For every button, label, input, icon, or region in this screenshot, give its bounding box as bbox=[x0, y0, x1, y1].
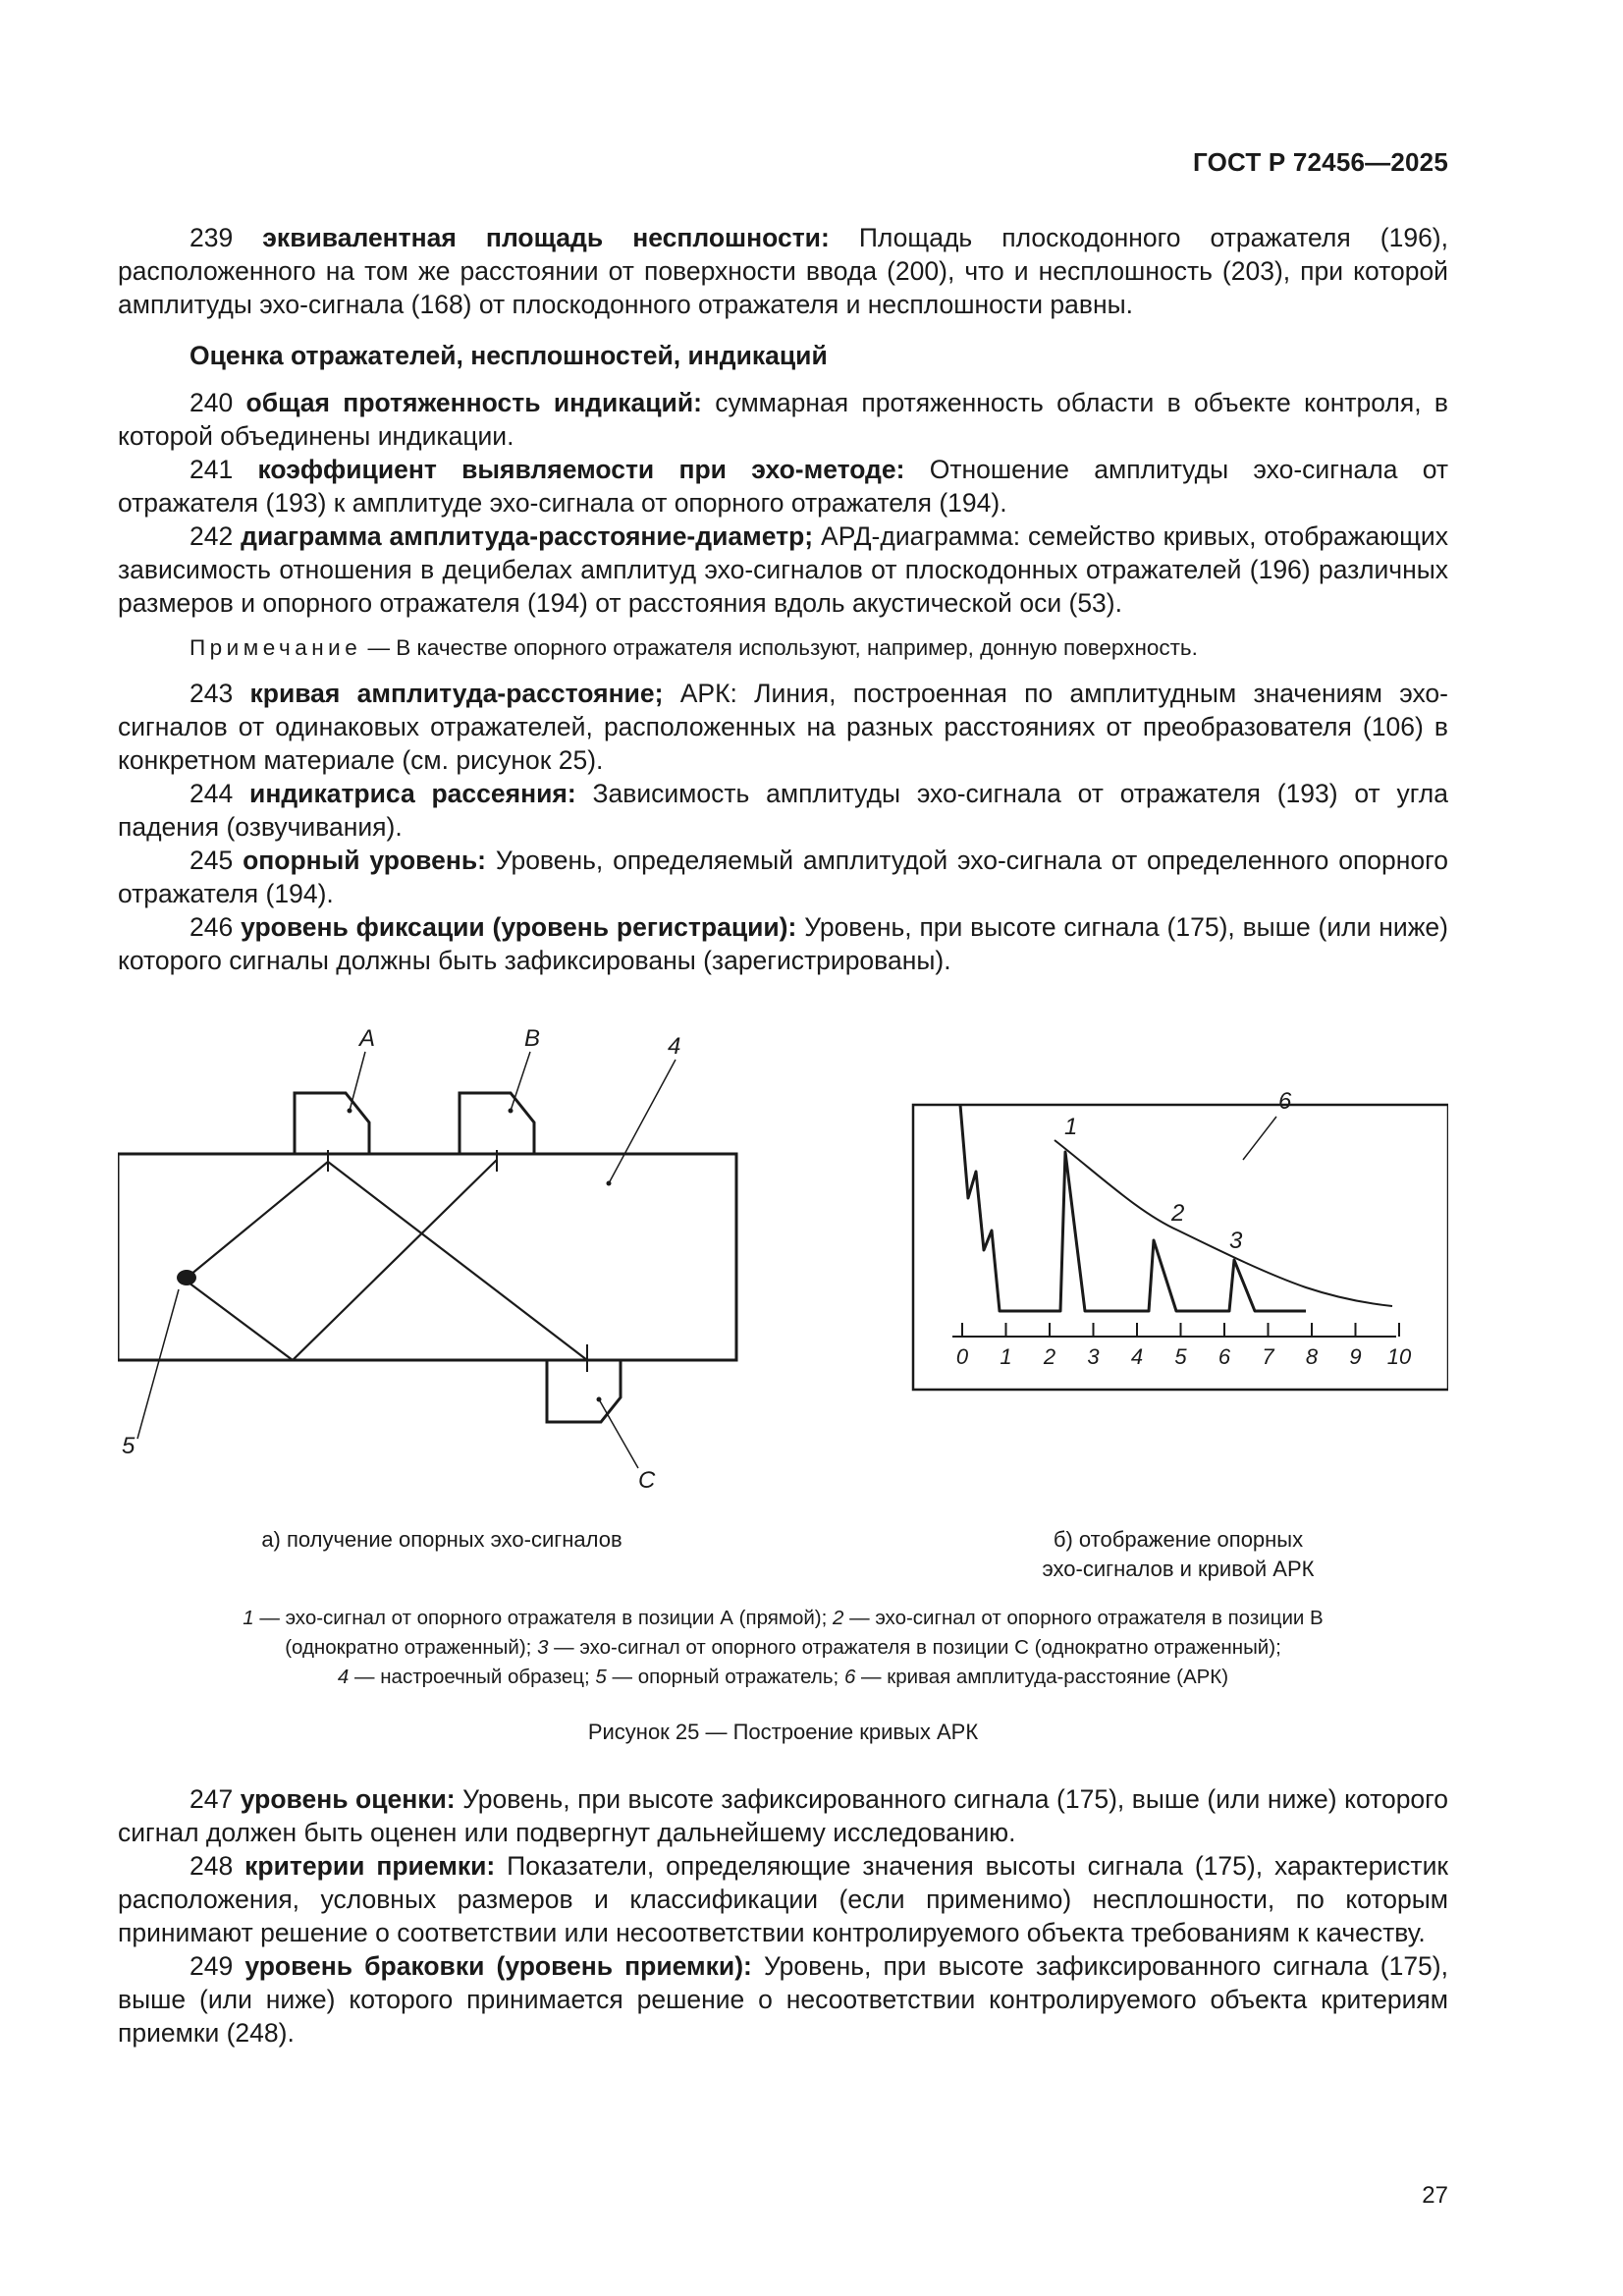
term-number: 249 bbox=[189, 1951, 234, 1981]
dot-c bbox=[597, 1397, 602, 1402]
term-number: 247 bbox=[189, 1784, 234, 1814]
figure-drawing bbox=[118, 1007, 1448, 1557]
legend-text-1: — эхо-сигнал от опорного отражателя в позиции А (прямой); bbox=[253, 1607, 834, 1629]
definition: Уровень, при высоте сигнала (175), выше (или ниже) которого сигналы должны быть зафиксированы (зарегистрированы). bbox=[118, 912, 1448, 975]
label-4: 4 bbox=[668, 1033, 681, 1060]
caption-b-line2: эхо-сигналов и кривой АРК bbox=[1042, 1557, 1315, 1581]
section-heading: Оценка отражателей, несплошностей, индикаций bbox=[189, 341, 828, 370]
legend-line-1 bbox=[118, 1604, 1448, 1633]
paragraph-240 bbox=[118, 386, 1448, 453]
paragraph-249 bbox=[118, 1949, 1448, 2050]
axis-tick-labels bbox=[956, 1344, 1412, 1369]
axis-tick-label-8: 8 bbox=[1305, 1344, 1319, 1369]
legend-key-5: 5 bbox=[595, 1666, 607, 1688]
axis-tick-label-1: 1 bbox=[1000, 1344, 1012, 1369]
definition: Площадь плоскодонного отражателя (196), расположенного на том же расстоянии от поверхности ввода (200), что и несплошность (203), при которой амплитуды эхо-сигнала (168) от плоскодонного отражателя и несплошности равны. bbox=[118, 223, 1448, 319]
label-6: 6 bbox=[1278, 1088, 1292, 1115]
leader-6 bbox=[1243, 1117, 1276, 1160]
axis-tick-label-0: 0 bbox=[955, 1344, 969, 1369]
legend-key-3: 3 bbox=[537, 1636, 549, 1659]
legend-key-4: 4 bbox=[337, 1666, 350, 1688]
term: коэффициент выявляемости при эхо-методе: bbox=[257, 455, 905, 484]
term-number: 245 bbox=[189, 846, 234, 875]
beam-path-c bbox=[328, 1162, 587, 1360]
caption-b-line1: б) отображение опорных bbox=[1053, 1527, 1304, 1552]
definition: Уровень, определяемый амплитудой эхо-сигнала от определенного опорного отражателя (194). bbox=[118, 846, 1448, 908]
leader-c bbox=[599, 1399, 638, 1468]
term-number: 241 bbox=[189, 455, 234, 484]
figure-25 bbox=[118, 1007, 1448, 1581]
figure-title: Рисунок 25 — Построение кривых АРК bbox=[587, 1720, 979, 1744]
term: уровень оценки: bbox=[240, 1784, 456, 1814]
label-b: B bbox=[524, 1025, 541, 1052]
legend-text-6: — кривая амплитуда-расстояние (АРК) bbox=[855, 1666, 1229, 1688]
note bbox=[118, 633, 1448, 663]
legend-key-1: 1 bbox=[243, 1607, 254, 1629]
ascan-dac-diagram bbox=[913, 1088, 1448, 1390]
label-2: 2 bbox=[1171, 1200, 1185, 1227]
paragraph-246 bbox=[118, 910, 1448, 977]
definition: Отношение амплитуды эхо-сигнала от отражателя (193) к амплитуде эхо-сигнала от опорного отражателя (194). bbox=[118, 455, 1448, 518]
paragraph-245 bbox=[118, 844, 1448, 910]
term-number: 244 bbox=[189, 779, 234, 808]
term-number: 243 bbox=[189, 679, 234, 708]
leader-b bbox=[511, 1052, 530, 1111]
term-number: 246 bbox=[189, 912, 234, 942]
term-number: 239 bbox=[189, 223, 234, 252]
term-number: 240 bbox=[189, 388, 234, 417]
definition: Уровень, при высоте зафиксированного сигнала (175), выше (или ниже) которого сигнал должен быть оценен или подвергнут дальнейшему исследованию. bbox=[118, 1784, 1448, 1847]
definition: Зависимость амплитуды эхо-сигнала от отражателя (193) от угла падения (озвучивания). bbox=[118, 779, 1448, 842]
figure-legend bbox=[118, 1604, 1448, 1692]
label-c: C bbox=[638, 1467, 656, 1494]
term: общая протяженность индикаций: bbox=[245, 388, 702, 417]
axis-tick-label-10: 10 bbox=[1386, 1344, 1412, 1369]
axis-tick-label-2: 2 bbox=[1043, 1344, 1056, 1369]
caption-a: а) получение опорных эхо-сигналов bbox=[261, 1527, 622, 1552]
page-number: 27 bbox=[1422, 2182, 1448, 2209]
legend-line-2 bbox=[118, 1633, 1448, 1663]
term: диаграмма амплитуда-расстояние-диаметр; bbox=[241, 521, 814, 551]
caption-b bbox=[933, 1525, 1424, 1584]
term: кривая амплитуда-расстояние; bbox=[249, 679, 664, 708]
axis-tick-label-4: 4 bbox=[1130, 1344, 1144, 1369]
legend-key-6: 6 bbox=[843, 1666, 856, 1688]
note-label: Примечание bbox=[189, 635, 362, 660]
legend-text-3: — эхо-сигнал от опорного отражателя в позиции С (однократно отраженный); bbox=[548, 1636, 1281, 1659]
dot-b bbox=[509, 1109, 514, 1114]
definition: Показатели, определяющие значения высоты сигнала (175), характеристик расположения, условных размеров и классификации (если применимо) несплошности, по которым принимают решение о соответствии или несоответствии контролируемого объекта требованиям к качеству. bbox=[118, 1851, 1448, 1947]
leader-a bbox=[350, 1052, 365, 1111]
leader-5 bbox=[137, 1289, 179, 1439]
reference-markers bbox=[177, 1109, 612, 1402]
paragraph-247 bbox=[118, 1782, 1448, 1849]
dot-a bbox=[348, 1109, 352, 1114]
echo-signal-trace bbox=[960, 1105, 1306, 1311]
dac-curve bbox=[1055, 1140, 1392, 1306]
right-diagram-labels bbox=[1064, 1088, 1292, 1254]
term: уровень фиксации (уровень регистрации): bbox=[241, 912, 797, 942]
paragraph-248 bbox=[118, 1849, 1448, 1949]
legend-text-4: — настроечный образец; bbox=[349, 1666, 596, 1688]
label-3: 3 bbox=[1229, 1228, 1243, 1254]
note-text: — В качестве опорного отражателя используют, например, донную поверхность. bbox=[367, 635, 1198, 660]
definition: АРД-диаграмма: семейство кривых, отображающих зависимость отношения в децибелах амплитуд эхо-сигналов от плоскодонных отражателей (196) различных размеров и опорного отражателя (194) от расстояния вдоль акустической оси (53). bbox=[118, 521, 1448, 618]
dot-4 bbox=[607, 1181, 612, 1186]
axis-tick-label-9: 9 bbox=[1349, 1344, 1362, 1369]
paragraph-243 bbox=[118, 677, 1448, 777]
term: критерии приемки: bbox=[244, 1851, 496, 1881]
axis-tick-label-7: 7 bbox=[1262, 1344, 1274, 1369]
axis-ticks bbox=[962, 1323, 1399, 1337]
definition: АРК: Линия, построенная по амплитудным значениям эхо-сигналов от одинаковых отражателей, расположенных на разных расстояниях от преобразователя (106) в конкретном материале (см. рисунок 25). bbox=[118, 679, 1448, 775]
legend-text-2: — эхо-сигнал от опорного отражателя в позиции В bbox=[843, 1607, 1324, 1629]
term: уровень браковки (уровень приемки): bbox=[244, 1951, 752, 1981]
term-number: 242 bbox=[189, 521, 234, 551]
term-number: 248 bbox=[189, 1851, 234, 1881]
paragraph-239 bbox=[118, 221, 1448, 321]
leader-4 bbox=[609, 1060, 676, 1183]
probe-a bbox=[295, 1093, 369, 1154]
main-text-bottom bbox=[118, 1782, 1448, 2050]
axis-tick-label-3: 3 bbox=[1087, 1344, 1100, 1369]
axis-tick-label-6: 6 bbox=[1217, 1344, 1231, 1369]
main-text-top bbox=[118, 221, 1448, 977]
term: опорный уровень: bbox=[243, 846, 486, 875]
legend-text-2b: (однократно отраженный); bbox=[285, 1636, 538, 1659]
term: эквивалентная площадь несплошности: bbox=[262, 223, 830, 252]
reference-reflector bbox=[177, 1270, 196, 1285]
label-1: 1 bbox=[1064, 1114, 1078, 1140]
standard-header: ГОСТ Р 72456—2025 bbox=[1193, 147, 1448, 177]
paragraph-241 bbox=[118, 453, 1448, 519]
definition: Уровень, при высоте зафиксированного сигнала (175), выше (или ниже) которого принимается решение о несоответствии контролируемого объекта критериям приемки (248). bbox=[118, 1951, 1448, 2048]
axis-tick-label-5: 5 bbox=[1174, 1344, 1187, 1369]
probe-b bbox=[460, 1093, 534, 1154]
label-5: 5 bbox=[122, 1433, 135, 1459]
definition: суммарная протяженность области в объекте контроля, в которой объединены индикации. bbox=[118, 388, 1448, 451]
calibration-block-diagram bbox=[118, 1052, 736, 1468]
paragraph-244 bbox=[118, 777, 1448, 844]
beam-path-a-b bbox=[185, 1160, 497, 1360]
label-a: A bbox=[359, 1025, 376, 1052]
probe-c bbox=[547, 1360, 621, 1422]
legend-text-5: — опорный отражатель; bbox=[606, 1666, 844, 1688]
legend-key-2: 2 bbox=[833, 1607, 844, 1629]
legend-line-3 bbox=[118, 1663, 1448, 1692]
term: индикатриса рассеяния: bbox=[249, 779, 576, 808]
paragraph-242 bbox=[118, 519, 1448, 620]
